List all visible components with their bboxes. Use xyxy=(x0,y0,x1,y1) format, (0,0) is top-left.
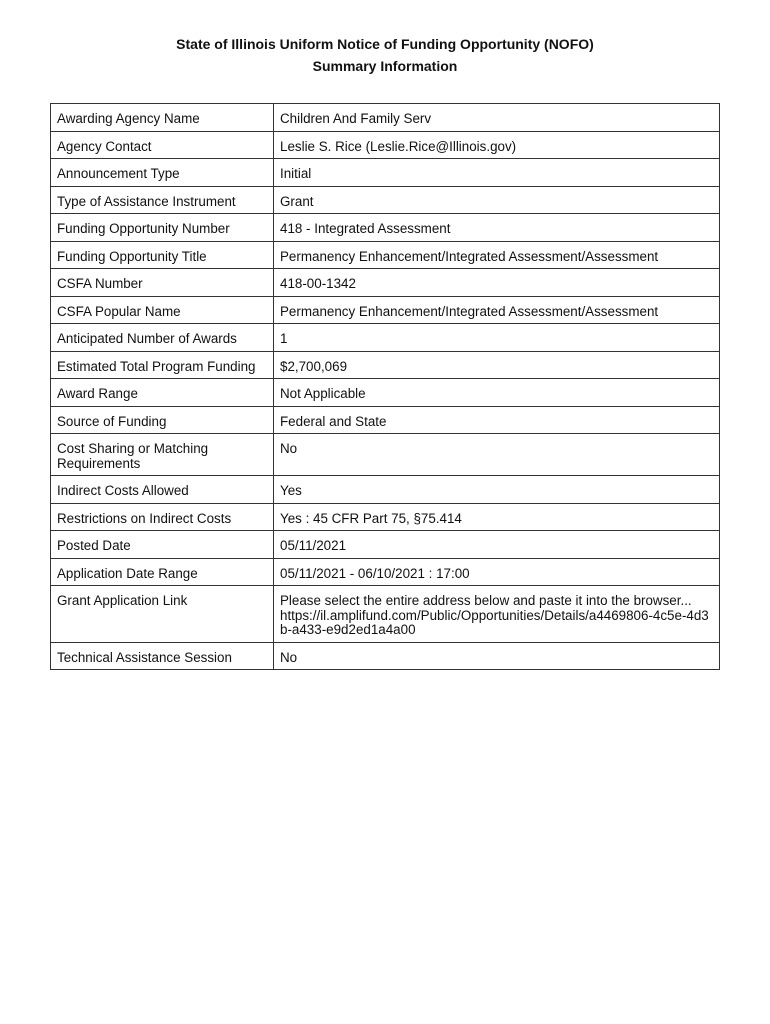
table-row xyxy=(51,214,720,242)
row-value: 05/11/2021 xyxy=(274,531,720,559)
row-label: Announcement Type xyxy=(51,159,274,187)
table-row xyxy=(51,406,720,434)
table-row xyxy=(51,476,720,504)
table-row xyxy=(51,104,720,132)
row-label: Technical Assistance Session xyxy=(51,642,274,670)
row-label: Estimated Total Program Funding xyxy=(51,351,274,379)
summary-table xyxy=(50,103,720,670)
row-value: 05/11/2021 - 06/10/2021 : 17:00 xyxy=(274,558,720,586)
row-label: Grant Application Link xyxy=(51,586,274,643)
link-instructions: Please select the entire address below and paste it into the browser... xyxy=(280,593,692,608)
row-value: Permanency Enhancement/Integrated Assessment/Assessment xyxy=(274,296,720,324)
row-label: Application Date Range xyxy=(51,558,274,586)
table-row xyxy=(51,324,720,352)
table-row xyxy=(51,558,720,586)
row-value: Federal and State xyxy=(274,406,720,434)
row-label: Type of Assistance Instrument xyxy=(51,186,274,214)
row-label: Restrictions on Indirect Costs xyxy=(51,503,274,531)
row-label: Cost Sharing or Matching Requirements xyxy=(51,434,274,476)
table-row xyxy=(51,296,720,324)
document-subtitle: Summary Information xyxy=(312,58,458,74)
document-title: State of Illinois Uniform Notice of Funding Opportunity (NOFO) xyxy=(176,36,594,52)
row-label: Funding Opportunity Number xyxy=(51,214,274,242)
table-row xyxy=(51,269,720,297)
row-value: Initial xyxy=(274,159,720,187)
table-row xyxy=(51,159,720,187)
row-value: No xyxy=(274,434,720,476)
row-label: CSFA Popular Name xyxy=(51,296,274,324)
row-value: 418 - Integrated Assessment xyxy=(274,214,720,242)
table-row xyxy=(51,241,720,269)
table-row xyxy=(51,379,720,407)
row-value: Yes : 45 CFR Part 75, §75.414 xyxy=(274,503,720,531)
table-row xyxy=(51,503,720,531)
row-value: Permanency Enhancement/Integrated Assessment/Assessment xyxy=(274,241,720,269)
row-label: Agency Contact xyxy=(51,131,274,159)
row-value: Grant xyxy=(274,186,720,214)
row-value: Leslie S. Rice (Leslie.Rice@Illinois.gov) xyxy=(274,131,720,159)
row-label: Anticipated Number of Awards xyxy=(51,324,274,352)
row-value: $2,700,069 xyxy=(274,351,720,379)
row-label: Funding Opportunity Title xyxy=(51,241,274,269)
row-label: Source of Funding xyxy=(51,406,274,434)
row-value: Not Applicable xyxy=(274,379,720,407)
row-value: Yes xyxy=(274,476,720,504)
table-row xyxy=(51,642,720,670)
table-row xyxy=(51,186,720,214)
row-label: Indirect Costs Allowed xyxy=(51,476,274,504)
table-row xyxy=(51,351,720,379)
grant-application-link-cell xyxy=(274,586,720,643)
row-value: 1 xyxy=(274,324,720,352)
row-label: Award Range xyxy=(51,379,274,407)
row-value: Children And Family Serv xyxy=(274,104,720,132)
table-row xyxy=(51,131,720,159)
grant-application-link[interactable]: https://il.amplifund.com/Public/Opportunities/Details/a4469806-4c5e-4d3b-a433-e9d2ed1a4a00 xyxy=(280,607,709,637)
row-label: CSFA Number xyxy=(51,269,274,297)
row-value: No xyxy=(274,642,720,670)
row-label: Awarding Agency Name xyxy=(51,104,274,132)
row-label: Posted Date xyxy=(51,531,274,559)
table-row xyxy=(51,531,720,559)
table-row xyxy=(51,586,720,643)
row-value: 418-00-1342 xyxy=(274,269,720,297)
table-row xyxy=(51,434,720,476)
document-heading xyxy=(0,33,770,77)
